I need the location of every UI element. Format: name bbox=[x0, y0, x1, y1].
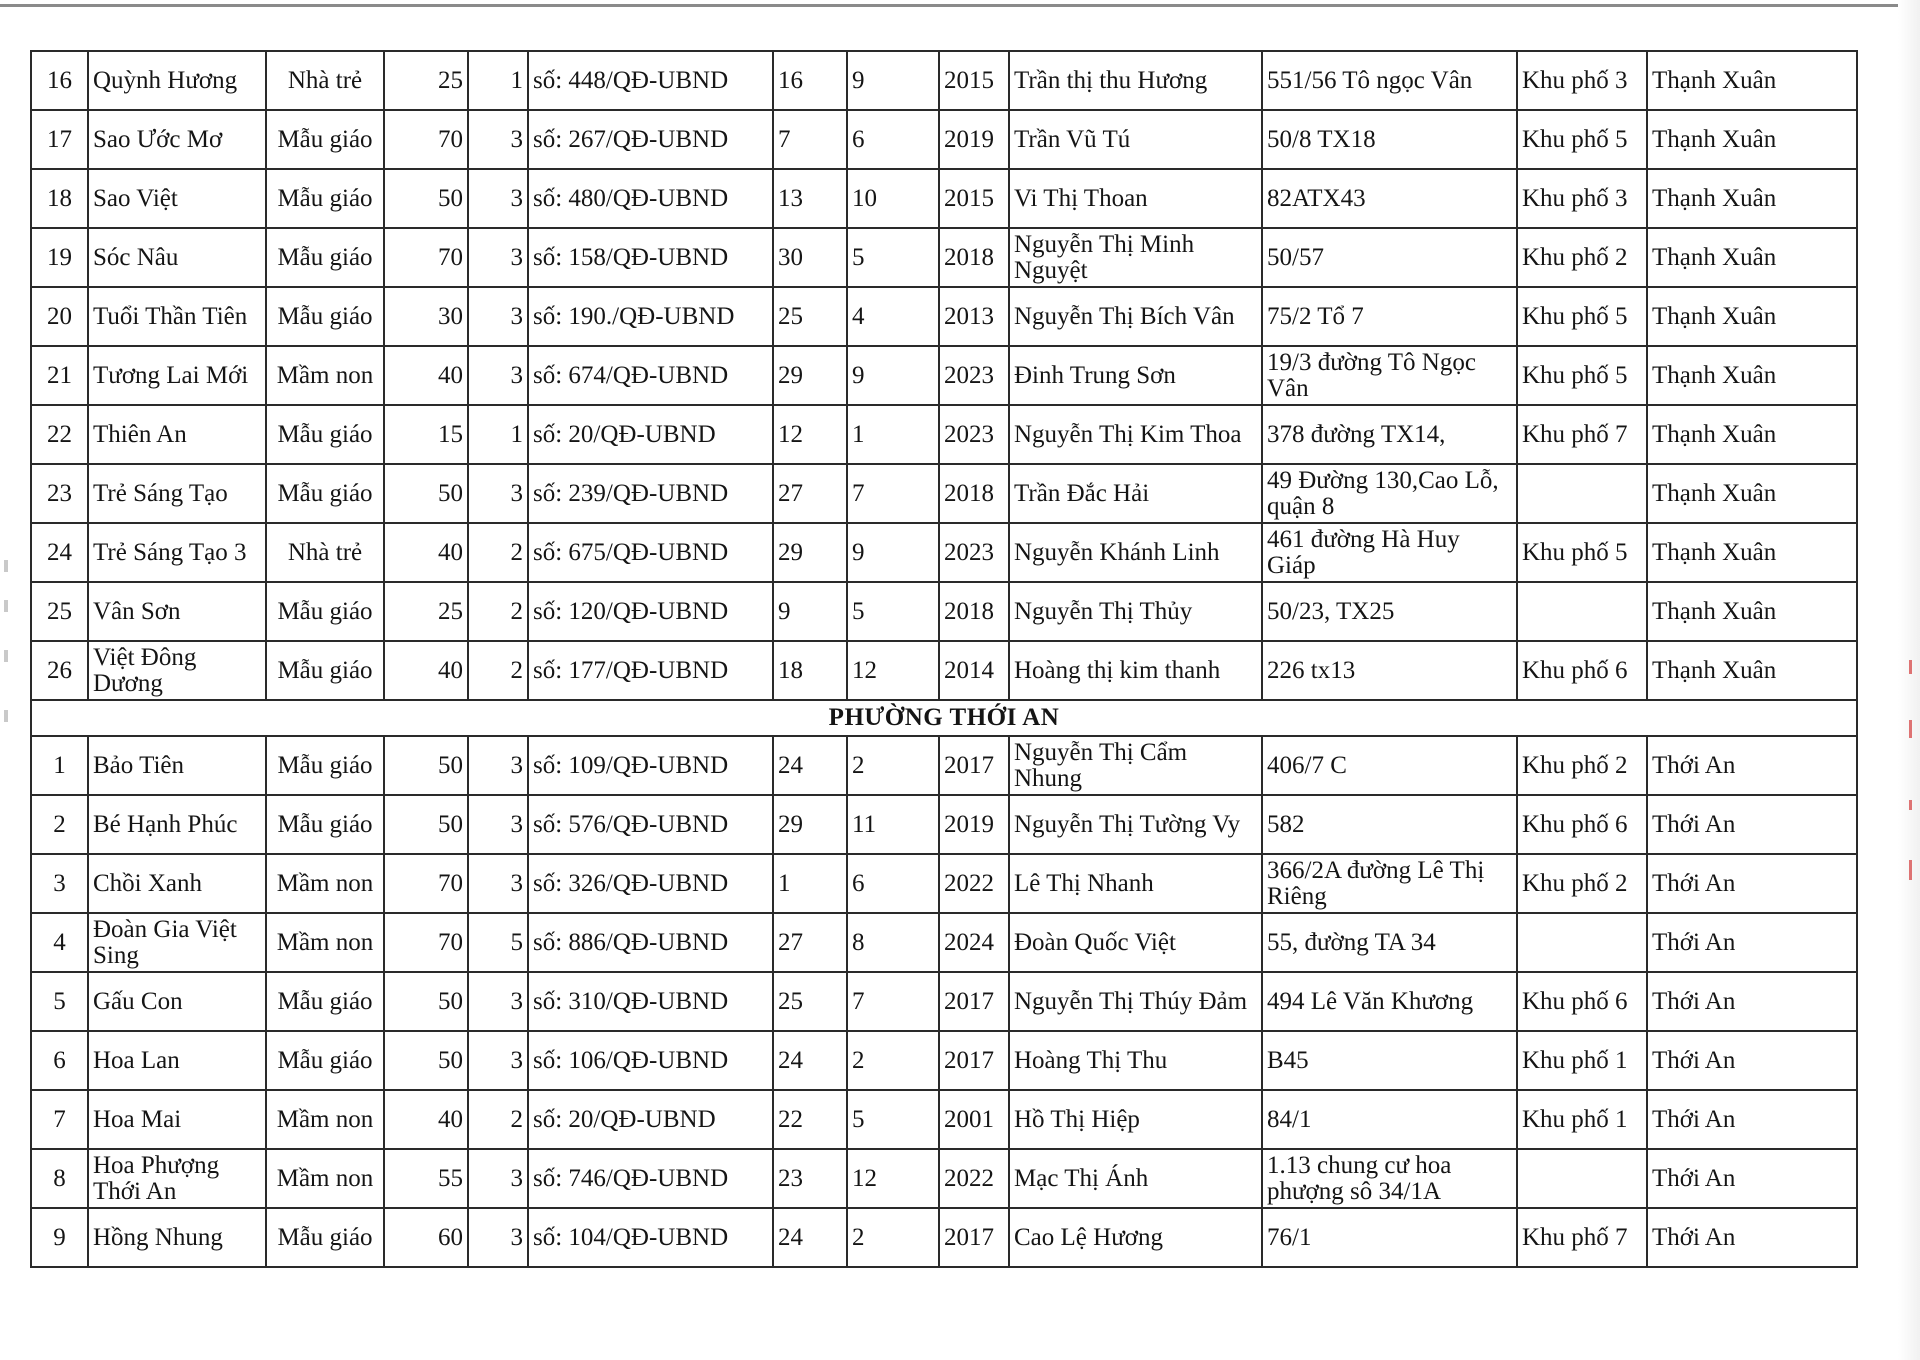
capacity-cell: 25 bbox=[384, 582, 468, 641]
decision-day-cell: 7 bbox=[773, 110, 847, 169]
group-count-cell: 3 bbox=[468, 287, 528, 346]
decision-month-cell: 11 bbox=[847, 795, 939, 854]
decision-month-cell: 5 bbox=[847, 228, 939, 287]
decision-number-cell: số: 109/QĐ-UBND bbox=[528, 736, 773, 795]
decision-year-cell: 2019 bbox=[939, 795, 1009, 854]
address-cell: 49 Đường 130,Cao Lỗ, quận 8 bbox=[1262, 464, 1517, 523]
quarter-cell: Khu phố 5 bbox=[1517, 523, 1647, 582]
row-number-cell: 21 bbox=[31, 346, 88, 405]
table-row bbox=[31, 51, 1857, 110]
ward-cell: Thới An bbox=[1647, 1031, 1857, 1090]
decision-day-cell: 29 bbox=[773, 346, 847, 405]
owner-name-cell: Nguyễn Thị Minh Nguyệt bbox=[1009, 228, 1262, 287]
address-cell: 50/23, TX25 bbox=[1262, 582, 1517, 641]
school-type-cell: Mẫu giáo bbox=[266, 582, 384, 641]
address-cell: 75/2 Tổ 7 bbox=[1262, 287, 1517, 346]
group-count-cell: 3 bbox=[468, 1031, 528, 1090]
address-cell: 461 đường Hà Huy Giáp bbox=[1262, 523, 1517, 582]
quarter-cell: Khu phố 6 bbox=[1517, 972, 1647, 1031]
owner-name-cell: Trần Đắc Hải bbox=[1009, 464, 1262, 523]
group-count-cell: 3 bbox=[468, 795, 528, 854]
quarter-cell: Khu phố 3 bbox=[1517, 51, 1647, 110]
decision-month-cell: 7 bbox=[847, 464, 939, 523]
row-number-cell: 8 bbox=[31, 1149, 88, 1208]
quarter-cell: Khu phố 1 bbox=[1517, 1031, 1647, 1090]
decision-year-cell: 2015 bbox=[939, 169, 1009, 228]
group-count-cell: 3 bbox=[468, 464, 528, 523]
address-cell: 84/1 bbox=[1262, 1090, 1517, 1149]
school-name-cell: Tương Lai Mới bbox=[88, 346, 266, 405]
capacity-cell: 40 bbox=[384, 641, 468, 700]
row-number-cell: 16 bbox=[31, 51, 88, 110]
group-count-cell: 3 bbox=[468, 228, 528, 287]
school-type-cell: Mầm non bbox=[266, 1149, 384, 1208]
decision-month-cell: 4 bbox=[847, 287, 939, 346]
address-cell: 19/3 đường Tô Ngọc Vân bbox=[1262, 346, 1517, 405]
ward-cell: Thạnh Xuân bbox=[1647, 346, 1857, 405]
quarter-cell: Khu phố 5 bbox=[1517, 346, 1647, 405]
quarter-cell bbox=[1517, 1149, 1647, 1208]
owner-name-cell: Trần thị thu Hương bbox=[1009, 51, 1262, 110]
table-row bbox=[31, 795, 1857, 854]
school-type-cell: Mẫu giáo bbox=[266, 464, 384, 523]
quarter-cell: Khu phố 5 bbox=[1517, 287, 1647, 346]
row-number-cell: 19 bbox=[31, 228, 88, 287]
capacity-cell: 30 bbox=[384, 287, 468, 346]
group-count-cell: 2 bbox=[468, 582, 528, 641]
table-row bbox=[31, 346, 1857, 405]
quarter-cell: Khu phố 6 bbox=[1517, 641, 1647, 700]
ward-cell: Thạnh Xuân bbox=[1647, 228, 1857, 287]
decision-number-cell: số: 480/QĐ-UBND bbox=[528, 169, 773, 228]
school-type-cell: Mầm non bbox=[266, 913, 384, 972]
capacity-cell: 15 bbox=[384, 405, 468, 464]
group-count-cell: 3 bbox=[468, 1208, 528, 1267]
row-number-cell: 24 bbox=[31, 523, 88, 582]
section-heading: PHƯỜNG THỚI AN bbox=[31, 700, 1857, 736]
ward-cell: Thới An bbox=[1647, 854, 1857, 913]
ward-cell: Thới An bbox=[1647, 795, 1857, 854]
capacity-cell: 40 bbox=[384, 1090, 468, 1149]
decision-year-cell: 2022 bbox=[939, 854, 1009, 913]
ward-cell: Thạnh Xuân bbox=[1647, 641, 1857, 700]
capacity-cell: 50 bbox=[384, 972, 468, 1031]
scan-top-edge bbox=[0, 4, 1920, 7]
ward-cell: Thạnh Xuân bbox=[1647, 523, 1857, 582]
decision-number-cell: số: 267/QĐ-UBND bbox=[528, 110, 773, 169]
margin-pen-marks bbox=[1900, 660, 1914, 900]
table-row bbox=[31, 523, 1857, 582]
group-count-cell: 3 bbox=[468, 736, 528, 795]
decision-number-cell: số: 448/QĐ-UBND bbox=[528, 51, 773, 110]
capacity-cell: 55 bbox=[384, 1149, 468, 1208]
owner-name-cell: Nguyễn Thị Kim Thoa bbox=[1009, 405, 1262, 464]
ward-cell: Thới An bbox=[1647, 1208, 1857, 1267]
owner-name-cell: Trần Vũ Tú bbox=[1009, 110, 1262, 169]
decision-number-cell: số: 675/QĐ-UBND bbox=[528, 523, 773, 582]
row-number-cell: 23 bbox=[31, 464, 88, 523]
decision-year-cell: 2023 bbox=[939, 405, 1009, 464]
school-type-cell: Nhà trẻ bbox=[266, 523, 384, 582]
decision-year-cell: 2023 bbox=[939, 523, 1009, 582]
quarter-cell bbox=[1517, 464, 1647, 523]
group-count-cell: 3 bbox=[468, 169, 528, 228]
decision-number-cell: số: 886/QĐ-UBND bbox=[528, 913, 773, 972]
decision-day-cell: 24 bbox=[773, 1031, 847, 1090]
decision-month-cell: 9 bbox=[847, 51, 939, 110]
ward-cell: Thạnh Xuân bbox=[1647, 582, 1857, 641]
owner-name-cell: Cao Lệ Hương bbox=[1009, 1208, 1262, 1267]
decision-year-cell: 2022 bbox=[939, 1149, 1009, 1208]
owner-name-cell: Đoàn Quốc Việt bbox=[1009, 913, 1262, 972]
decision-month-cell: 12 bbox=[847, 1149, 939, 1208]
row-number-cell: 20 bbox=[31, 287, 88, 346]
school-type-cell: Mẫu giáo bbox=[266, 405, 384, 464]
decision-number-cell: số: 177/QĐ-UBND bbox=[528, 641, 773, 700]
school-type-cell: Mẫu giáo bbox=[266, 169, 384, 228]
decision-year-cell: 2018 bbox=[939, 582, 1009, 641]
school-name-cell: Sóc Nâu bbox=[88, 228, 266, 287]
group-count-cell: 3 bbox=[468, 1149, 528, 1208]
group-count-cell: 1 bbox=[468, 405, 528, 464]
school-name-cell: Vân Sơn bbox=[88, 582, 266, 641]
school-name-cell: Trẻ Sáng Tạo 3 bbox=[88, 523, 266, 582]
owner-name-cell: Nguyễn Thị Bích Vân bbox=[1009, 287, 1262, 346]
decision-number-cell: số: 746/QĐ-UBND bbox=[528, 1149, 773, 1208]
ward-cell: Thạnh Xuân bbox=[1647, 169, 1857, 228]
school-name-cell: Hoa Mai bbox=[88, 1090, 266, 1149]
decision-number-cell: số: 104/QĐ-UBND bbox=[528, 1208, 773, 1267]
decision-number-cell: số: 20/QĐ-UBND bbox=[528, 1090, 773, 1149]
decision-month-cell: 2 bbox=[847, 1208, 939, 1267]
decision-month-cell: 9 bbox=[847, 346, 939, 405]
decision-year-cell: 2023 bbox=[939, 346, 1009, 405]
group-count-cell: 3 bbox=[468, 346, 528, 405]
table-row bbox=[31, 854, 1857, 913]
decision-day-cell: 25 bbox=[773, 287, 847, 346]
owner-name-cell: Mạc Thị Ánh bbox=[1009, 1149, 1262, 1208]
decision-day-cell: 29 bbox=[773, 795, 847, 854]
decision-day-cell: 16 bbox=[773, 51, 847, 110]
row-number-cell: 17 bbox=[31, 110, 88, 169]
address-cell: 366/2A đường Lê Thị Riêng bbox=[1262, 854, 1517, 913]
decision-year-cell: 2017 bbox=[939, 1208, 1009, 1267]
decision-month-cell: 12 bbox=[847, 641, 939, 700]
school-name-cell: Hoa Lan bbox=[88, 1031, 266, 1090]
decision-day-cell: 30 bbox=[773, 228, 847, 287]
group-count-cell: 3 bbox=[468, 110, 528, 169]
decision-day-cell: 23 bbox=[773, 1149, 847, 1208]
school-name-cell: Tuổi Thần Tiên bbox=[88, 287, 266, 346]
owner-name-cell: Hồ Thị Hiệp bbox=[1009, 1090, 1262, 1149]
school-name-cell: Trẻ Sáng Tạo bbox=[88, 464, 266, 523]
school-name-cell: Quỳnh Hương bbox=[88, 51, 266, 110]
group-count-cell: 2 bbox=[468, 523, 528, 582]
capacity-cell: 70 bbox=[384, 913, 468, 972]
row-number-cell: 18 bbox=[31, 169, 88, 228]
decision-number-cell: số: 20/QĐ-UBND bbox=[528, 405, 773, 464]
decision-day-cell: 25 bbox=[773, 972, 847, 1031]
decision-number-cell: số: 190./QĐ-UBND bbox=[528, 287, 773, 346]
ward-cell: Thới An bbox=[1647, 1090, 1857, 1149]
decision-month-cell: 9 bbox=[847, 523, 939, 582]
decision-month-cell: 1 bbox=[847, 405, 939, 464]
decision-number-cell: số: 576/QĐ-UBND bbox=[528, 795, 773, 854]
owner-name-cell: Lê Thị Nhanh bbox=[1009, 854, 1262, 913]
owner-name-cell: Nguyễn Thị Thúy Đảm bbox=[1009, 972, 1262, 1031]
decision-number-cell: số: 158/QĐ-UBND bbox=[528, 228, 773, 287]
ward-cell: Thới An bbox=[1647, 913, 1857, 972]
quarter-cell: Khu phố 1 bbox=[1517, 1090, 1647, 1149]
school-type-cell: Mẫu giáo bbox=[266, 972, 384, 1031]
capacity-cell: 25 bbox=[384, 51, 468, 110]
school-name-cell: Đoàn Gia Việt Sing bbox=[88, 913, 266, 972]
table-row bbox=[31, 1031, 1857, 1090]
capacity-cell: 70 bbox=[384, 854, 468, 913]
row-number-cell: 26 bbox=[31, 641, 88, 700]
school-type-cell: Mẫu giáo bbox=[266, 641, 384, 700]
table-row bbox=[31, 1090, 1857, 1149]
row-number-cell: 22 bbox=[31, 405, 88, 464]
owner-name-cell: Hoàng Thị Thu bbox=[1009, 1031, 1262, 1090]
decision-year-cell: 2017 bbox=[939, 972, 1009, 1031]
decision-month-cell: 8 bbox=[847, 913, 939, 972]
address-cell: 82ATX43 bbox=[1262, 169, 1517, 228]
row-number-cell: 3 bbox=[31, 854, 88, 913]
school-type-cell: Mẫu giáo bbox=[266, 1208, 384, 1267]
decision-month-cell: 6 bbox=[847, 854, 939, 913]
school-name-cell: Sao Ước Mơ bbox=[88, 110, 266, 169]
school-type-cell: Mẫu giáo bbox=[266, 287, 384, 346]
capacity-cell: 50 bbox=[384, 795, 468, 854]
decision-number-cell: số: 674/QĐ-UBND bbox=[528, 346, 773, 405]
table-row bbox=[31, 464, 1857, 523]
row-number-cell: 7 bbox=[31, 1090, 88, 1149]
school-type-cell: Mẫu giáo bbox=[266, 110, 384, 169]
school-name-cell: Gấu Con bbox=[88, 972, 266, 1031]
ward-cell: Thới An bbox=[1647, 1149, 1857, 1208]
section-heading-row bbox=[31, 700, 1857, 736]
decision-month-cell: 2 bbox=[847, 1031, 939, 1090]
quarter-cell: Khu phố 7 bbox=[1517, 1208, 1647, 1267]
quarter-cell: Khu phố 7 bbox=[1517, 405, 1647, 464]
group-count-cell: 2 bbox=[468, 1090, 528, 1149]
capacity-cell: 50 bbox=[384, 169, 468, 228]
school-name-cell: Hồng Nhung bbox=[88, 1208, 266, 1267]
school-type-cell: Mẫu giáo bbox=[266, 228, 384, 287]
decision-month-cell: 2 bbox=[847, 736, 939, 795]
owner-name-cell: Hoàng thị kim thanh bbox=[1009, 641, 1262, 700]
decision-day-cell: 18 bbox=[773, 641, 847, 700]
table-row bbox=[31, 110, 1857, 169]
decision-day-cell: 22 bbox=[773, 1090, 847, 1149]
decision-year-cell: 2013 bbox=[939, 287, 1009, 346]
decision-year-cell: 2024 bbox=[939, 913, 1009, 972]
address-cell: 226 tx13 bbox=[1262, 641, 1517, 700]
decision-year-cell: 2001 bbox=[939, 1090, 1009, 1149]
decision-day-cell: 24 bbox=[773, 1208, 847, 1267]
quarter-cell: Khu phố 6 bbox=[1517, 795, 1647, 854]
row-number-cell: 2 bbox=[31, 795, 88, 854]
capacity-cell: 40 bbox=[384, 523, 468, 582]
decision-year-cell: 2018 bbox=[939, 464, 1009, 523]
school-type-cell: Mầm non bbox=[266, 1090, 384, 1149]
capacity-cell: 50 bbox=[384, 736, 468, 795]
table-row bbox=[31, 736, 1857, 795]
school-name-cell: Sao Việt bbox=[88, 169, 266, 228]
decision-number-cell: số: 239/QĐ-UBND bbox=[528, 464, 773, 523]
decision-number-cell: số: 106/QĐ-UBND bbox=[528, 1031, 773, 1090]
capacity-cell: 50 bbox=[384, 1031, 468, 1090]
table-row bbox=[31, 169, 1857, 228]
decision-day-cell: 13 bbox=[773, 169, 847, 228]
address-cell: 1.13 chung cư hoa phượng sô 34/1A bbox=[1262, 1149, 1517, 1208]
decision-day-cell: 1 bbox=[773, 854, 847, 913]
row-number-cell: 6 bbox=[31, 1031, 88, 1090]
owner-name-cell: Nguyễn Thị Tường Vy bbox=[1009, 795, 1262, 854]
decision-number-cell: số: 120/QĐ-UBND bbox=[528, 582, 773, 641]
ward-cell: Thạnh Xuân bbox=[1647, 405, 1857, 464]
owner-name-cell: Nguyễn Thị Cẩm Nhung bbox=[1009, 736, 1262, 795]
school-type-cell: Nhà trẻ bbox=[266, 51, 384, 110]
row-number-cell: 5 bbox=[31, 972, 88, 1031]
group-count-cell: 2 bbox=[468, 641, 528, 700]
address-cell: 378 đường TX14, bbox=[1262, 405, 1517, 464]
ward-cell: Thới An bbox=[1647, 736, 1857, 795]
scan-specks bbox=[2, 560, 12, 760]
decision-month-cell: 7 bbox=[847, 972, 939, 1031]
school-name-cell: Thiên An bbox=[88, 405, 266, 464]
decision-year-cell: 2017 bbox=[939, 1031, 1009, 1090]
table-row bbox=[31, 287, 1857, 346]
decision-month-cell: 10 bbox=[847, 169, 939, 228]
table-body bbox=[31, 51, 1857, 1267]
owner-name-cell: Nguyễn Thị Thủy bbox=[1009, 582, 1262, 641]
table-row bbox=[31, 1149, 1857, 1208]
table-row bbox=[31, 641, 1857, 700]
school-type-cell: Mẫu giáo bbox=[266, 736, 384, 795]
group-count-cell: 3 bbox=[468, 854, 528, 913]
decision-day-cell: 12 bbox=[773, 405, 847, 464]
address-cell: 406/7 C bbox=[1262, 736, 1517, 795]
school-name-cell: Hoa Phượng Thới An bbox=[88, 1149, 266, 1208]
school-name-cell: Việt Đông Dương bbox=[88, 641, 266, 700]
quarter-cell: Khu phố 2 bbox=[1517, 228, 1647, 287]
ward-cell: Thạnh Xuân bbox=[1647, 51, 1857, 110]
ward-cell: Thạnh Xuân bbox=[1647, 464, 1857, 523]
group-count-cell: 3 bbox=[468, 972, 528, 1031]
address-cell: 551/56 Tô ngọc Vân bbox=[1262, 51, 1517, 110]
decision-month-cell: 5 bbox=[847, 582, 939, 641]
address-cell: 494 Lê Văn Khương bbox=[1262, 972, 1517, 1031]
decision-number-cell: số: 326/QĐ-UBND bbox=[528, 854, 773, 913]
school-type-cell: Mầm non bbox=[266, 346, 384, 405]
table-row bbox=[31, 228, 1857, 287]
decision-day-cell: 27 bbox=[773, 913, 847, 972]
ward-cell: Thới An bbox=[1647, 972, 1857, 1031]
address-cell: 50/57 bbox=[1262, 228, 1517, 287]
table-row bbox=[31, 582, 1857, 641]
row-number-cell: 4 bbox=[31, 913, 88, 972]
decision-month-cell: 6 bbox=[847, 110, 939, 169]
decision-year-cell: 2018 bbox=[939, 228, 1009, 287]
capacity-cell: 70 bbox=[384, 110, 468, 169]
decision-month-cell: 5 bbox=[847, 1090, 939, 1149]
quarter-cell bbox=[1517, 913, 1647, 972]
quarter-cell: Khu phố 2 bbox=[1517, 854, 1647, 913]
decision-year-cell: 2019 bbox=[939, 110, 1009, 169]
decision-year-cell: 2014 bbox=[939, 641, 1009, 700]
group-count-cell: 5 bbox=[468, 913, 528, 972]
quarter-cell: Khu phố 5 bbox=[1517, 110, 1647, 169]
school-type-cell: Mầm non bbox=[266, 854, 384, 913]
table-row bbox=[31, 405, 1857, 464]
table-row bbox=[31, 972, 1857, 1031]
school-name-cell: Bé Hạnh Phúc bbox=[88, 795, 266, 854]
decision-year-cell: 2015 bbox=[939, 51, 1009, 110]
capacity-cell: 50 bbox=[384, 464, 468, 523]
ward-cell: Thạnh Xuân bbox=[1647, 287, 1857, 346]
capacity-cell: 40 bbox=[384, 346, 468, 405]
decision-day-cell: 27 bbox=[773, 464, 847, 523]
school-name-cell: Chồi Xanh bbox=[88, 854, 266, 913]
table-row bbox=[31, 1208, 1857, 1267]
row-number-cell: 9 bbox=[31, 1208, 88, 1267]
row-number-cell: 25 bbox=[31, 582, 88, 641]
school-name-cell: Bảo Tiên bbox=[88, 736, 266, 795]
decision-year-cell: 2017 bbox=[939, 736, 1009, 795]
group-count-cell: 1 bbox=[468, 51, 528, 110]
kindergarten-table bbox=[30, 50, 1858, 1268]
decision-number-cell: số: 310/QĐ-UBND bbox=[528, 972, 773, 1031]
owner-name-cell: Nguyễn Khánh Linh bbox=[1009, 523, 1262, 582]
address-cell: 55, đường TA 34 bbox=[1262, 913, 1517, 972]
row-number-cell: 1 bbox=[31, 736, 88, 795]
address-cell: 76/1 bbox=[1262, 1208, 1517, 1267]
ward-cell: Thạnh Xuân bbox=[1647, 110, 1857, 169]
address-cell: B45 bbox=[1262, 1031, 1517, 1090]
table-row bbox=[31, 913, 1857, 972]
school-type-cell: Mẫu giáo bbox=[266, 1031, 384, 1090]
school-type-cell: Mẫu giáo bbox=[266, 795, 384, 854]
capacity-cell: 60 bbox=[384, 1208, 468, 1267]
address-cell: 50/8 TX18 bbox=[1262, 110, 1517, 169]
capacity-cell: 70 bbox=[384, 228, 468, 287]
decision-day-cell: 29 bbox=[773, 523, 847, 582]
owner-name-cell: Đinh Trung Sơn bbox=[1009, 346, 1262, 405]
decision-day-cell: 24 bbox=[773, 736, 847, 795]
decision-day-cell: 9 bbox=[773, 582, 847, 641]
owner-name-cell: Vi Thị Thoan bbox=[1009, 169, 1262, 228]
quarter-cell: Khu phố 2 bbox=[1517, 736, 1647, 795]
address-cell: 582 bbox=[1262, 795, 1517, 854]
quarter-cell bbox=[1517, 582, 1647, 641]
quarter-cell: Khu phố 3 bbox=[1517, 169, 1647, 228]
